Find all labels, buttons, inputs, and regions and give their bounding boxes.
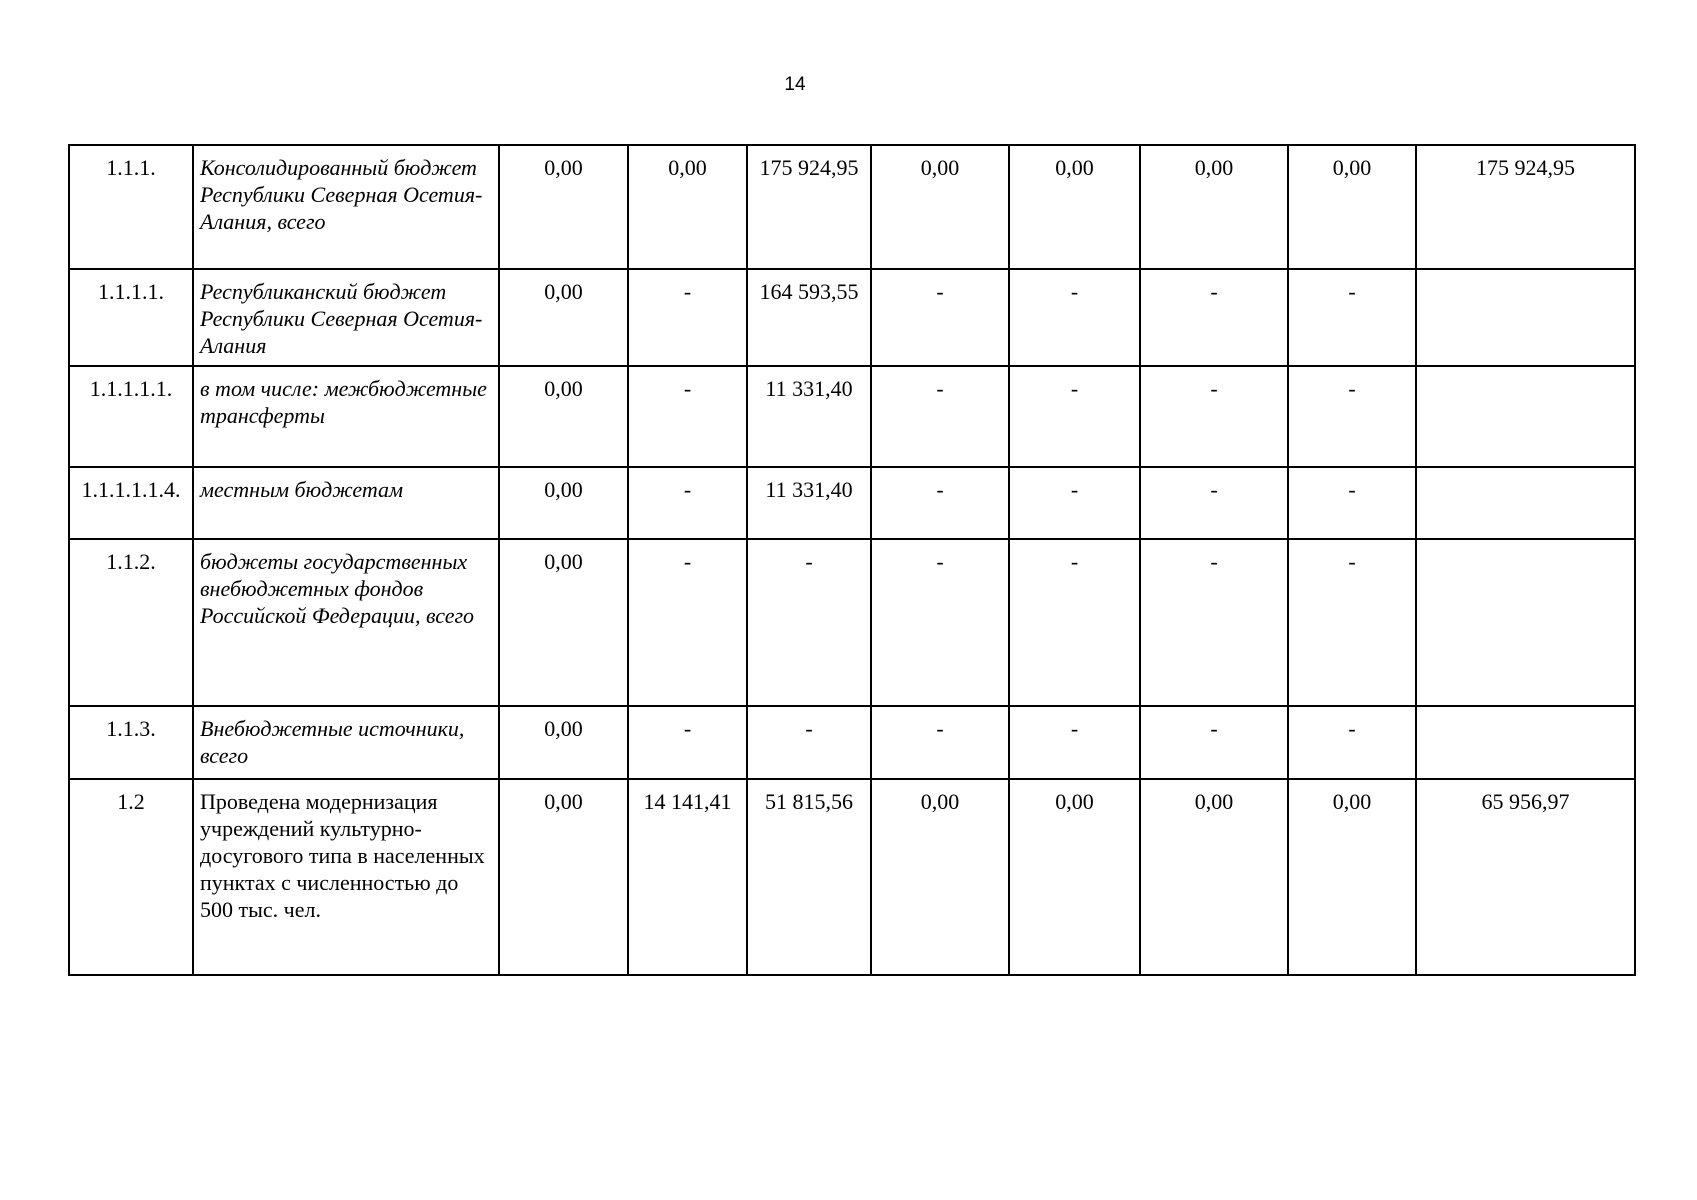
value-cell: 0,00	[499, 366, 628, 467]
value-cell: 11 331,40	[747, 467, 871, 539]
value-cell: -	[1009, 366, 1140, 467]
value-cell: -	[1140, 706, 1288, 779]
value-cell: -	[1288, 269, 1416, 366]
value-cell: -	[747, 706, 871, 779]
total-cell: 65 956,97	[1416, 779, 1635, 975]
value-cell: -	[628, 269, 747, 366]
value-cell: 0,00	[871, 779, 1009, 975]
row-code: 1.1.1.	[69, 145, 193, 269]
row-name: Республиканский бюджет Республики Северная Осетия-Алания	[193, 269, 499, 366]
value-cell: -	[1288, 467, 1416, 539]
value-cell: 0,00	[499, 706, 628, 779]
value-cell: -	[1288, 366, 1416, 467]
total-cell	[1416, 467, 1635, 539]
value-cell: 0,00	[1288, 779, 1416, 975]
value-cell: 175 924,95	[747, 145, 871, 269]
row-name: Консолидированный бюджет Республики Северная Осетия-Алания, всего	[193, 145, 499, 269]
table-row	[69, 706, 1635, 779]
row-name: местным бюджетам	[193, 467, 499, 539]
row-code: 1.1.1.1.1.4.	[69, 467, 193, 539]
value-cell: -	[628, 467, 747, 539]
row-code: 1.1.1.1.	[69, 269, 193, 366]
value-cell: 51 815,56	[747, 779, 871, 975]
value-cell: 0,00	[1140, 145, 1288, 269]
total-cell	[1416, 269, 1635, 366]
table-row	[69, 366, 1635, 467]
value-cell: -	[871, 539, 1009, 706]
table-row	[69, 779, 1635, 975]
total-cell	[1416, 706, 1635, 779]
row-code: 1.1.3.	[69, 706, 193, 779]
row-name: в том числе: межбюджетные трансферты	[193, 366, 499, 467]
row-name: Проведена модернизация учреждений культурно-досугового типа в населенных пунктах с численностью до 500 тыс. чел.	[193, 779, 499, 975]
value-cell: -	[1009, 539, 1140, 706]
value-cell: -	[747, 539, 871, 706]
row-code: 1.2	[69, 779, 193, 975]
value-cell: 0,00	[499, 779, 628, 975]
value-cell: -	[871, 366, 1009, 467]
value-cell: -	[1140, 269, 1288, 366]
value-cell: 0,00	[871, 145, 1009, 269]
value-cell: -	[628, 706, 747, 779]
value-cell: 0,00	[1288, 145, 1416, 269]
value-cell: -	[1009, 467, 1140, 539]
value-cell: 0,00	[1009, 779, 1140, 975]
value-cell: 0,00	[499, 467, 628, 539]
page-number: 14	[784, 74, 806, 95]
value-cell: -	[628, 539, 747, 706]
value-cell: -	[1140, 467, 1288, 539]
value-cell: 0,00	[1140, 779, 1288, 975]
value-cell: -	[871, 269, 1009, 366]
value-cell: -	[1009, 706, 1140, 779]
table-row	[69, 269, 1635, 366]
value-cell: -	[628, 366, 747, 467]
value-cell: -	[1288, 706, 1416, 779]
row-code: 1.1.2.	[69, 539, 193, 706]
row-code: 1.1.1.1.1.	[69, 366, 193, 467]
table-row	[69, 145, 1635, 269]
value-cell: 0,00	[499, 269, 628, 366]
value-cell: -	[1009, 269, 1140, 366]
value-cell: 0,00	[499, 145, 628, 269]
value-cell: -	[1140, 366, 1288, 467]
budget-table	[68, 144, 1636, 976]
value-cell: 14 141,41	[628, 779, 747, 975]
table-row	[69, 467, 1635, 539]
value-cell: 0,00	[499, 539, 628, 706]
value-cell: -	[1288, 539, 1416, 706]
value-cell: -	[871, 467, 1009, 539]
value-cell: -	[871, 706, 1009, 779]
value-cell: 164 593,55	[747, 269, 871, 366]
value-cell: -	[1140, 539, 1288, 706]
total-cell	[1416, 366, 1635, 467]
total-cell: 175 924,95	[1416, 145, 1635, 269]
table-row	[69, 539, 1635, 706]
row-name: Внебюджетные источники, всего	[193, 706, 499, 779]
value-cell: 0,00	[628, 145, 747, 269]
value-cell: 11 331,40	[747, 366, 871, 467]
row-name: бюджеты государственных внебюджетных фондов Российской Федерации, всего	[193, 539, 499, 706]
total-cell	[1416, 539, 1635, 706]
value-cell: 0,00	[1009, 145, 1140, 269]
